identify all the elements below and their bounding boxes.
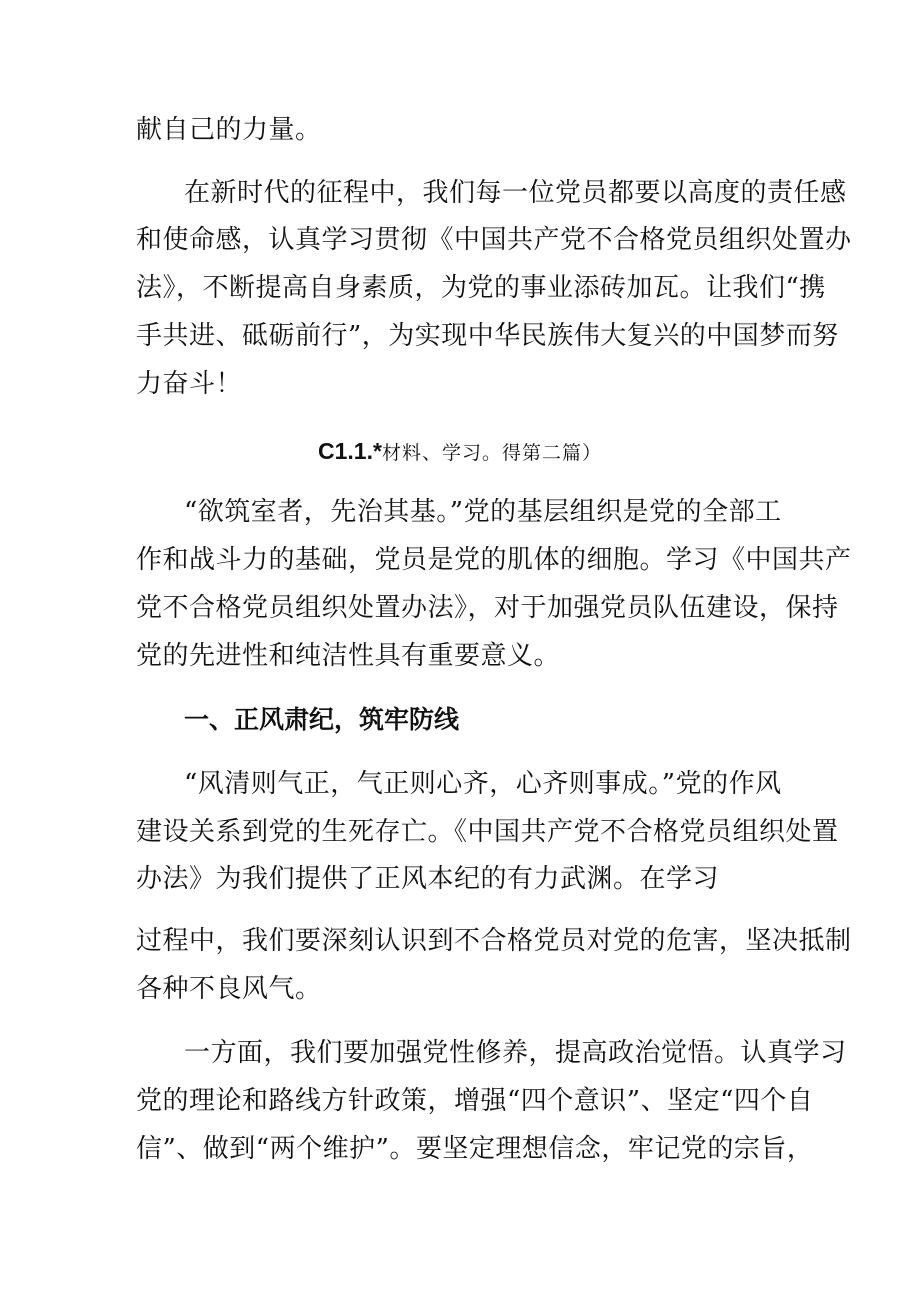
paragraph-line: 献自己的力量。 (136, 115, 322, 145)
paragraph-line: 在新时代的征程中，我们每一位党员都要以高度的责任感 (184, 178, 847, 208)
paragraph-line: “风清则气正，气正则心齐，心齐则事成。”党的作风 (184, 769, 782, 799)
paragraph-line: 和使命感，认真学习贯彻《中国共产党不合格党员组织处置办 (136, 225, 852, 255)
paragraph-line: 手共进、砥砺前行”，为实现中华民族伟大复兴的中国梦而努 (136, 321, 839, 351)
paragraph-line: 一方面，我们要加强党性修养，提高政治觉悟。认真学习 (184, 1038, 847, 1068)
paragraph-line: 力奋斗！ (136, 369, 243, 399)
paragraph-line: 建设关系到党的生死存亡。《中国共产党不合格党员组织处置 (136, 817, 839, 847)
paragraph-line: 党的先进性和纯洁性具有重要意义。 (136, 641, 561, 671)
paragraph-line: 作和战斗力的基础，党员是党的肌体的细胞。学习《中国共产 (136, 545, 852, 575)
paragraph-line: “欲筑室者，先治其基。”党的基层组织是党的全部工 (184, 497, 782, 527)
paragraph-line: 各种不良风气。 (136, 974, 322, 1004)
paragraph-line: 党的理论和路线方针政策，增强“四个意识”、坚定“四个自 (136, 1086, 814, 1116)
paragraph-line: 信”、做到“两个维护”。要坚定理想信念，牢记党的宗旨， (136, 1134, 814, 1164)
paragraph-line: 党不合格党员组织处置办法》，对于加强党员队伍建设，保持 (136, 593, 839, 623)
paragraph-line: 过程中，我们要深刻认识到不合格党员对党的危害，坚决抵制 (136, 926, 852, 956)
section-heading: 一、正风肃纪，筑牢防线 (184, 705, 460, 734)
chapter-heading-code: C1.1.* (318, 438, 382, 464)
chapter-heading-title: 材料、学习。得第二篇） (381, 442, 602, 464)
paragraph-line: 法》，不断提高自身素质，为党的事业添砖加瓦。让我们“携 (136, 273, 826, 303)
chapter-heading (0, 438, 920, 465)
paragraph-line: 办法》为我们提供了正风本纪的有力武渊。在学习 (136, 864, 720, 894)
